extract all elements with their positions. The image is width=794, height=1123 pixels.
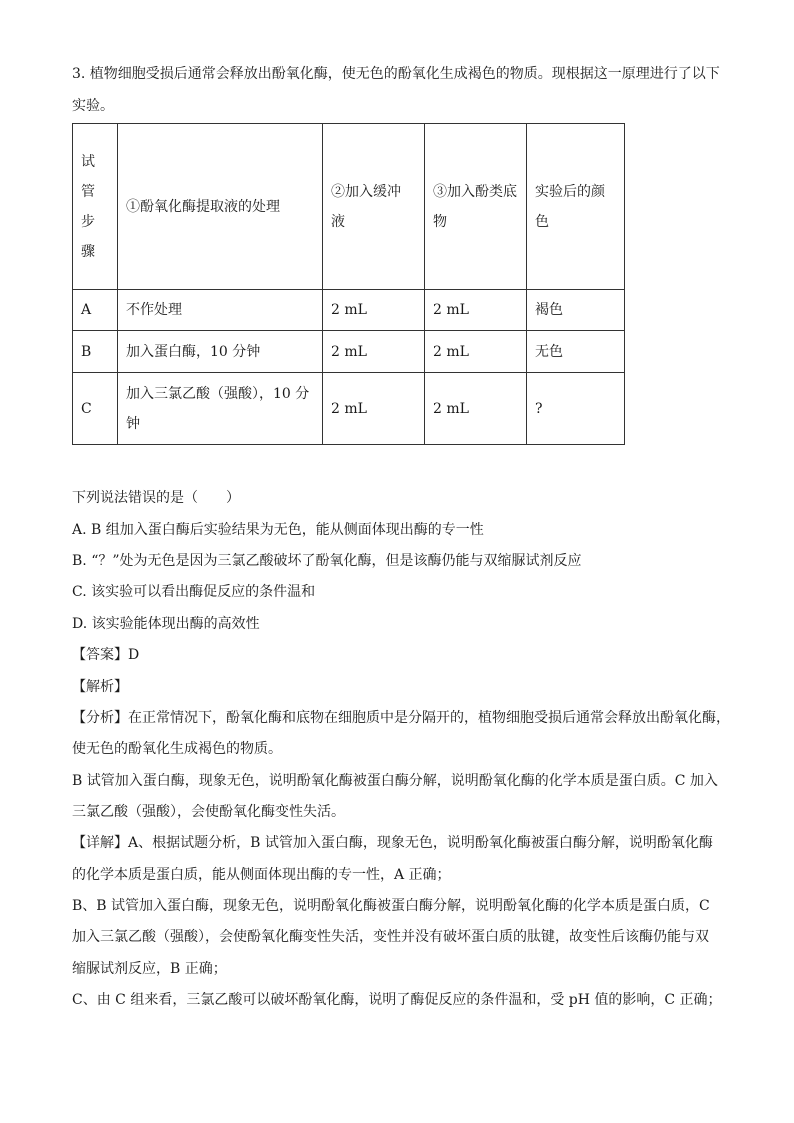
xiangjie-line-2: 的化学本质是蛋白质，能从侧面体现出酶的专一性，A 正确；: [72, 867, 451, 883]
table-header-row: [73, 124, 625, 290]
xiangjie-line-3: B、B 试管加入蛋白酶，现象无色，说明酚氧化酶被蛋白酶分解，说明酚氧化酶的化学本质是蛋白质，C: [72, 898, 710, 914]
substrate-cell: 2 mL: [425, 290, 527, 331]
header-buffer: ②加入缓冲 液: [323, 124, 425, 290]
answer-value: D: [128, 647, 140, 663]
table-row: [73, 373, 625, 445]
question-stem: 3. 植物细胞受损后通常会释放出酚氧化酶，使无色的酚氧化生成褐色的物质。现根据这一原理进行了以下: [72, 66, 720, 82]
substrate-cell: 2 mL: [425, 373, 527, 445]
fenxi-line-1: 【分析】在正常情况下，酚氧化酶和底物在细胞质中是分隔开的，植物细胞受损后通常会释放出酚氧化酶，: [72, 710, 730, 726]
option-b: B. “？”处为无色是因为三氯乙酸破坏了酚氧化酶，但是该酶仍能与双缩脲试剂反应: [72, 553, 582, 569]
color-cell: 褐色: [527, 290, 625, 331]
treatment-cell: 不作处理: [118, 290, 323, 331]
question-prompt: 下列说法错误的是（ ）: [72, 490, 240, 506]
tube-label: C: [73, 373, 118, 445]
xiangjie-line-5: 缩脲试剂反应，B 正确；: [72, 961, 227, 977]
fenxi-line-4: 三氯乙酸（强酸），会使酚氧化酶变性失活。: [72, 804, 345, 820]
option-d: D. 该实验能体现出酶的高效性: [72, 616, 260, 632]
header-substrate: ③加入酚类底 物: [425, 124, 527, 290]
xiangjie-line-1: 【详解】A、根据试题分析，B 试管加入蛋白酶，现象无色，说明酚氧化酶被蛋白酶分解，说明酚氧化酶: [72, 835, 713, 851]
answer-line: [72, 644, 139, 664]
analysis-label: 【解析】: [72, 679, 128, 695]
xiangjie-line-4: 加入三氯乙酸（强酸），会使酚氧化酶变性失活，变性并没有破坏蛋白质的肽键，故变性后该酶仍能与双: [72, 929, 709, 945]
xiangjie-line-6: C、由 C 组来看，三氯乙酸可以破坏酚氧化酶，说明了酶促反应的条件温和，受 pH 值的影响，C 正确；: [72, 992, 722, 1008]
buffer-cell: 2 mL: [323, 331, 425, 373]
answer-label: 【答案】: [72, 647, 128, 663]
buffer-cell: 2 mL: [323, 373, 425, 445]
treatment-cell: 加入三氯乙酸（强酸），10 分 钟: [118, 373, 323, 445]
color-cell: ?: [527, 373, 625, 445]
color-cell: 无色: [527, 331, 625, 373]
tube-label: B: [73, 331, 118, 373]
treatment-cell: 加入蛋白酶，10 分钟: [118, 331, 323, 373]
fenxi-line-3: B 试管加入蛋白酶，现象无色，说明酚氧化酶被蛋白酶分解，说明酚氧化酶的化学本质是蛋白质。C 加入: [72, 773, 718, 789]
table-row: [73, 290, 625, 331]
buffer-cell: 2 mL: [323, 290, 425, 331]
header-tube-steps: 试 管 步 骤: [73, 124, 118, 290]
tube-label: A: [73, 290, 118, 331]
option-a: A. B 组加入蛋白酶后实验结果为无色，能从侧面体现出酶的专一性: [72, 522, 484, 538]
header-result-color: 实验后的颜 色: [527, 124, 625, 290]
table-row: [73, 331, 625, 373]
substrate-cell: 2 mL: [425, 331, 527, 373]
fenxi-line-2: 使无色的酚氧化生成褐色的物质。: [72, 741, 282, 757]
experiment-table: [72, 123, 625, 445]
question-stem-continued: 实验。: [72, 98, 114, 114]
fenxi-label: 【分析】: [72, 710, 128, 726]
option-c: C. 该实验可以看出酶促反应的条件温和: [72, 584, 316, 600]
xiangjie-label: 【详解】: [72, 835, 128, 851]
header-enzyme-treatment: ①酚氧化酶提取液的处理: [118, 124, 323, 290]
